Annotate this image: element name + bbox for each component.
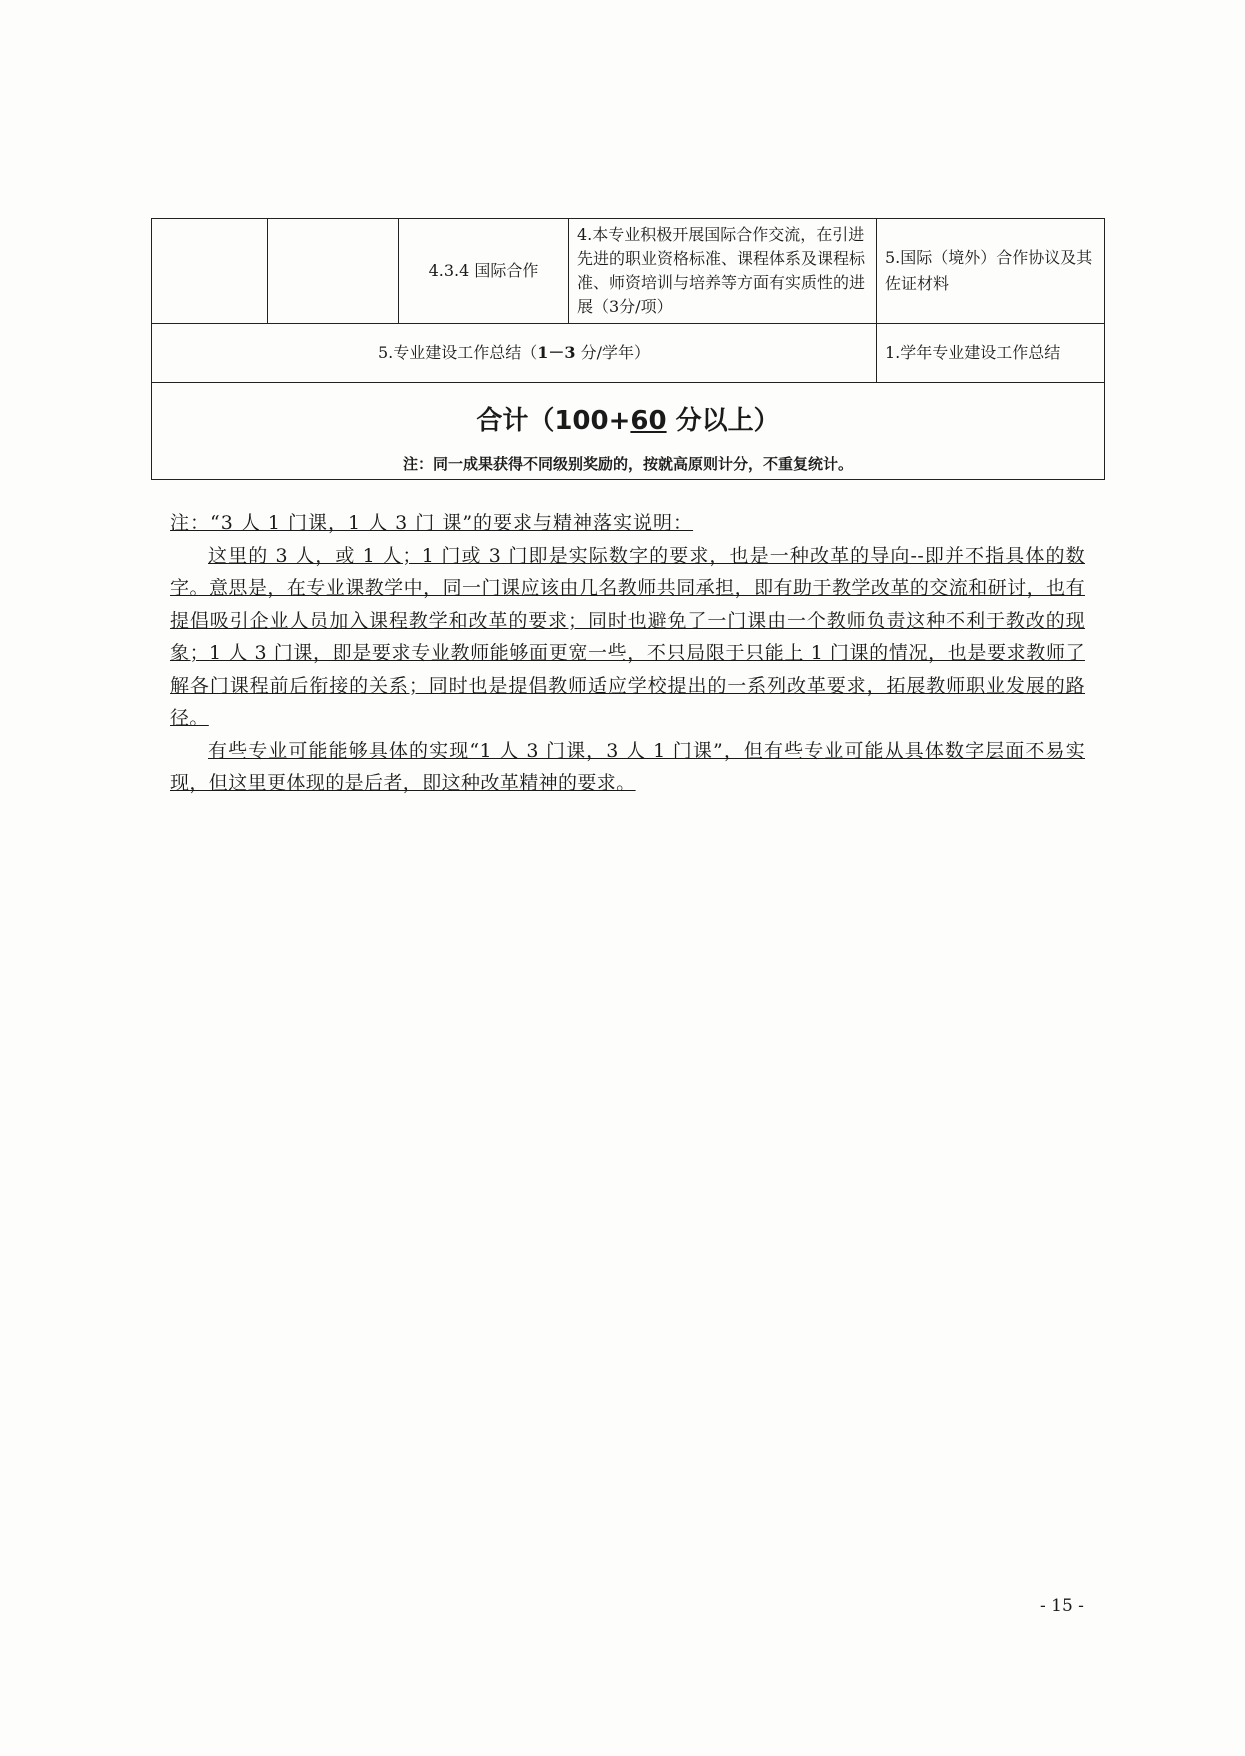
table-cell-empty <box>152 219 268 324</box>
page-number: - 15 - <box>1040 1596 1084 1616</box>
table-row <box>152 219 1105 324</box>
scoring-table <box>151 218 1105 480</box>
evidence-cell: 1.学年专业建设工作总结 <box>877 324 1105 383</box>
table-row <box>152 324 1105 383</box>
note-paragraph: 这里的 3 人，或 1 人；1 门或 3 门即是实际数字的要求，也是一种改革的导向--即并不指具体的数字。意思是，在专业课教学中，同一门课应该由几名教师共同承担，即有助于教学改革的交流和研讨，也有提倡吸引企业人员加入课程教学和改革的要求；同时也避免了一门课由一个教师负责这种不利于教改的现象；1 人 3 门课，即是要求专业教师能够面更宽一些，不只局限于只能上 1 门课的情况，也是要求教师了解各门课程前后衔接的关系；同时也是提倡教师适应学校提出的一系列改革要求，拓展教师职业发展的路径。 <box>170 544 1085 729</box>
summary-cell <box>152 324 877 383</box>
summary-prefix: 5.专业建设工作总结（ <box>377 343 538 362</box>
total-note: 注：同一成果获得不同级别奖励的，按就高原则计分，不重复统计。 <box>402 455 853 473</box>
note-paragraph: 有些专业可能能够具体的实现“1 人 3 门课，3 人 1 门课”，但有些专业可能从具体数字层面不易实现，但这里更体现的是后者，即这种改革精神的要求。 <box>170 739 1085 794</box>
total-title-suffix: 分以上） <box>666 406 780 436</box>
total-title-points: 60 <box>630 406 667 436</box>
total-title <box>160 403 1096 439</box>
note-heading: 注：“3 人 1 门课，1 人 3 门 课”的要求与精神落实说明： <box>170 512 694 534</box>
explanation-note <box>170 507 1085 800</box>
criteria-description-cell: 4.本专业积极开展国际合作交流，在引进先进的职业资格标准、课程体系及课程标准、师资培训与培养等方面有实质性的进展（3分/项） <box>569 219 877 324</box>
summary-suffix: 分/学年） <box>575 343 651 362</box>
evidence-cell: 5.国际（境外）合作协议及其佐证材料 <box>877 219 1105 324</box>
table-cell-empty <box>268 219 399 324</box>
total-cell <box>152 383 1105 480</box>
table-row-total <box>152 383 1105 480</box>
summary-range: 1－3 <box>537 343 576 362</box>
indicator-code-cell: 4.3.4 国际合作 <box>399 219 569 324</box>
total-title-prefix: 合计（100+ <box>476 406 631 436</box>
